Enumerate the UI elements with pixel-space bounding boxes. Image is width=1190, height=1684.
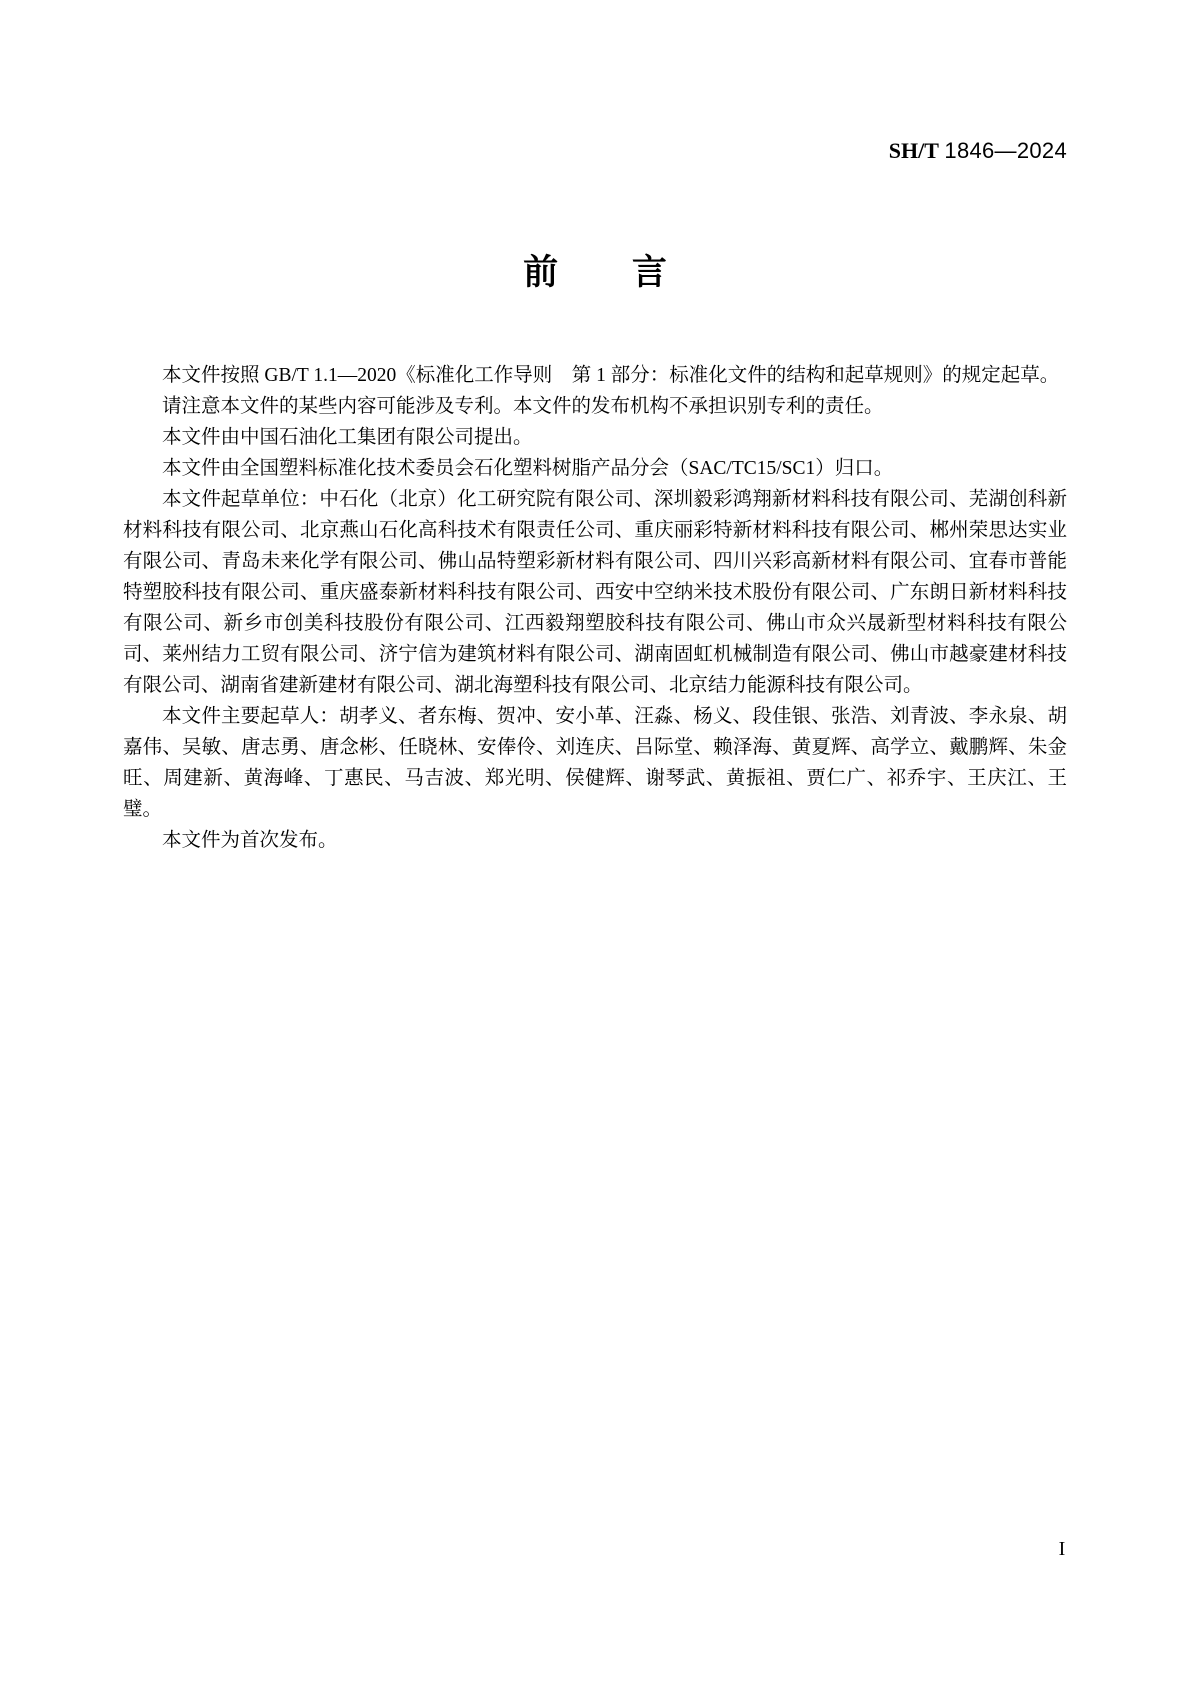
paragraph-jurisdiction: 本文件由全国塑料标准化技术委员会石化塑料树脂产品分会（SAC/TC15/SC1）归口。 (162, 458, 894, 479)
standard-code-prefix: SH/T (888, 138, 939, 163)
paragraph-first-publication: 本文件为首次发布。 (162, 830, 338, 851)
paragraph-drafting-organizations: 本文件起草单位：中石化（北京）化工研究院有限公司、深圳毅彩鸿翔新材料科技有限公司、芜湖创科新材料科技有限公司、北京燕山石化高科技术有限责任公司、重庆丽彩特新材料科技有限公司、郴州荣思达实业有限公司、青岛未来化学有限公司、佛山品特塑彩新材料有限公司、四川兴彩高新材料有限公司、宜春市普能特塑胶科技有限公司、重庆盛泰新材料科技有限公司、西安中空纳米技术股份有限公司、广东朗日新材料科技有限公司、新乡市创美科技股份有限公司、江西毅翔塑胶科技有限公司、佛山市众兴晟新型材料科技有限公司、莱州结力工贸有限公司、济宁信为建筑材料有限公司、湖南固虹机械制造有限公司、佛山市越豪建材科技有限公司、湖南省建新建材有限公司、湖北海塑科技有限公司、北京结力能源科技有限公司。 (123, 489, 1067, 696)
page-number: I (1058, 1538, 1066, 1560)
page-title-char-1: 前 (523, 253, 559, 292)
paragraph-main-drafters: 本文件主要起草人：胡孝义、者东梅、贺冲、安小革、汪淼、杨义、段佳银、张浩、刘青波、李永泉、胡嘉伟、吴敏、唐志勇、唐念彬、任晓林、安俸伶、刘连庆、吕际堂、赖泽海、黄夏辉、高学立、戴鹏辉、朱金旺、周建新、黄海峰、丁惠民、马吉波、郑光明、侯健辉、谢琴武、黄振祖、贾仁广、祁乔宇、王庆江、王璧。 (123, 706, 1067, 820)
foreword-body (123, 360, 1067, 856)
standard-code-number: 1846—2024 (944, 138, 1067, 163)
page-title-char-2: 言 (631, 253, 667, 292)
page-title (0, 250, 1190, 296)
paragraph-drafting-rules: 本文件按照 GB/T 1.1—2020《标准化工作导则 第 1 部分：标准化文件的结构和起草规则》的规定起草。 (162, 365, 1060, 386)
standard-code (889, 138, 1067, 164)
paragraph-proposer: 本文件由中国石油化工集团有限公司提出。 (162, 427, 533, 448)
paragraph-patent-notice: 请注意本文件的某些内容可能涉及专利。本文件的发布机构不承担识别专利的责任。 (162, 396, 884, 417)
